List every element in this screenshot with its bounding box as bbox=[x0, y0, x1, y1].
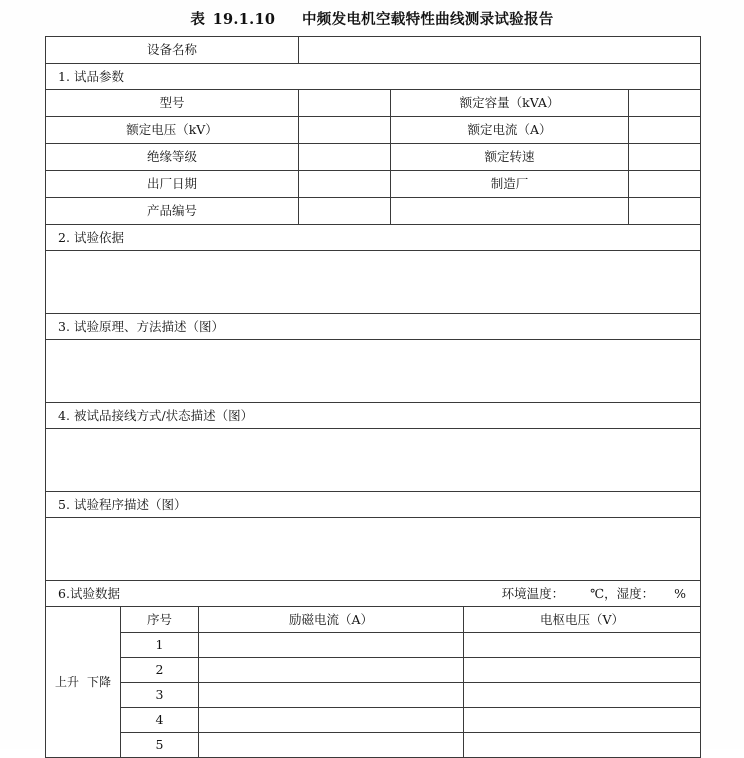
table-row bbox=[46, 633, 701, 658]
table-row bbox=[46, 658, 701, 683]
param-right-label: 额定电流（A） bbox=[391, 117, 629, 144]
param-right-value[interactable] bbox=[629, 171, 701, 198]
cell-excitation-current[interactable] bbox=[199, 633, 464, 658]
section-5-body-row bbox=[46, 518, 701, 581]
param-right-value[interactable] bbox=[629, 198, 701, 225]
param-right-value[interactable] bbox=[629, 144, 701, 171]
cell-armature-voltage[interactable] bbox=[464, 683, 701, 708]
humidity-label: 湿度： bbox=[616, 586, 655, 601]
section-4-header bbox=[46, 403, 701, 429]
param-left-label: 产品编号 bbox=[46, 198, 299, 225]
column-header-index: 序号 bbox=[121, 607, 199, 633]
parameter-row bbox=[46, 171, 701, 198]
section-1-title: 试品参数 bbox=[73, 69, 124, 84]
section-3-header bbox=[46, 314, 701, 340]
section-6-header-row bbox=[46, 581, 701, 607]
title-number: 19.1.10 bbox=[212, 11, 276, 28]
cell-excitation-current[interactable] bbox=[199, 683, 464, 708]
section-5-body[interactable] bbox=[46, 518, 701, 581]
page-title bbox=[0, 8, 744, 29]
section-4-body-row bbox=[46, 429, 701, 492]
section-4-number: 4. bbox=[58, 408, 70, 423]
param-left-label: 出厂日期 bbox=[46, 171, 299, 198]
section-2-title: 试验依据 bbox=[73, 230, 124, 245]
section-6-header bbox=[46, 581, 701, 607]
param-left-value[interactable] bbox=[299, 198, 391, 225]
equipment-name-value[interactable] bbox=[299, 37, 701, 64]
test-report-form bbox=[45, 36, 701, 758]
row-index: 1 bbox=[121, 633, 199, 658]
column-header-armature-voltage: 电枢电压（V） bbox=[464, 607, 701, 633]
section-5-header-row bbox=[46, 492, 701, 518]
data-table-header-row bbox=[46, 607, 701, 633]
section-2-header bbox=[46, 225, 701, 251]
section-5-number: 5. bbox=[58, 497, 70, 512]
row-index: 3 bbox=[121, 683, 199, 708]
cell-excitation-current[interactable] bbox=[199, 733, 464, 758]
param-left-value[interactable] bbox=[299, 144, 391, 171]
section-5-title: 试验程序描述（图） bbox=[73, 497, 187, 512]
section-2-header-row bbox=[46, 225, 701, 251]
section-6-number: 6. bbox=[58, 586, 70, 601]
param-right-label: 制造厂 bbox=[391, 171, 629, 198]
direction-label-falling: 下降 bbox=[87, 675, 112, 689]
table-row bbox=[46, 708, 701, 733]
environment-conditions bbox=[502, 581, 686, 606]
cell-excitation-current[interactable] bbox=[199, 708, 464, 733]
param-right-value[interactable] bbox=[629, 90, 701, 117]
cell-armature-voltage[interactable] bbox=[464, 658, 701, 683]
section-4-title: 被试品接线方式/状态描述（图） bbox=[73, 408, 254, 423]
section-4-header-row bbox=[46, 403, 701, 429]
ambient-temperature-unit: ℃， bbox=[590, 586, 617, 601]
section-3-title: 试验原理、方法描述（图） bbox=[73, 319, 224, 334]
row-index: 4 bbox=[121, 708, 199, 733]
param-right-label: 额定转速 bbox=[391, 144, 629, 171]
section-1-header bbox=[46, 64, 701, 90]
section-6-title: 试验数据 bbox=[69, 586, 120, 601]
cell-armature-voltage[interactable] bbox=[464, 733, 701, 758]
section-1-header-row bbox=[46, 64, 701, 90]
humidity-unit: % bbox=[674, 586, 687, 601]
ambient-temperature-label: 环境温度： bbox=[501, 586, 565, 601]
parameter-row bbox=[46, 117, 701, 144]
section-4-body[interactable] bbox=[46, 429, 701, 492]
cell-armature-voltage[interactable] bbox=[464, 708, 701, 733]
table-row bbox=[46, 683, 701, 708]
title-prefix: 表 bbox=[190, 11, 206, 28]
parameter-row bbox=[46, 198, 701, 225]
equipment-name-label: 设备名称 bbox=[46, 37, 299, 64]
param-left-label: 绝缘等级 bbox=[46, 144, 299, 171]
param-right-value[interactable] bbox=[629, 117, 701, 144]
param-left-label: 型号 bbox=[46, 90, 299, 117]
section-2-body-row bbox=[46, 251, 701, 314]
cell-excitation-current[interactable] bbox=[199, 658, 464, 683]
title-text: 中频发电机空载特性曲线测录试验报告 bbox=[301, 11, 554, 28]
section-2-number: 2. bbox=[58, 230, 70, 245]
section-3-body[interactable] bbox=[46, 340, 701, 403]
section-2-body[interactable] bbox=[46, 251, 701, 314]
row-index: 5 bbox=[121, 733, 199, 758]
parameter-row bbox=[46, 144, 701, 171]
parameter-row bbox=[46, 90, 701, 117]
row-index: 2 bbox=[121, 658, 199, 683]
param-left-label: 额定电压（kV） bbox=[46, 117, 299, 144]
param-right-label bbox=[391, 198, 629, 225]
direction-label-rising: 上升 bbox=[54, 675, 79, 689]
section-3-body-row bbox=[46, 340, 701, 403]
section-1-number: 1. bbox=[58, 69, 70, 84]
param-left-value[interactable] bbox=[299, 117, 391, 144]
column-header-excitation-current: 励磁电流（A） bbox=[199, 607, 464, 633]
param-left-value[interactable] bbox=[299, 171, 391, 198]
section-5-header bbox=[46, 492, 701, 518]
section-3-number: 3. bbox=[58, 319, 70, 334]
param-left-value[interactable] bbox=[299, 90, 391, 117]
table-row bbox=[46, 733, 701, 758]
section-3-header-row bbox=[46, 314, 701, 340]
equipment-name-row bbox=[46, 37, 701, 64]
param-right-label: 额定容量（kVA） bbox=[391, 90, 629, 117]
curve-direction-cell bbox=[46, 607, 121, 758]
cell-armature-voltage[interactable] bbox=[464, 633, 701, 658]
